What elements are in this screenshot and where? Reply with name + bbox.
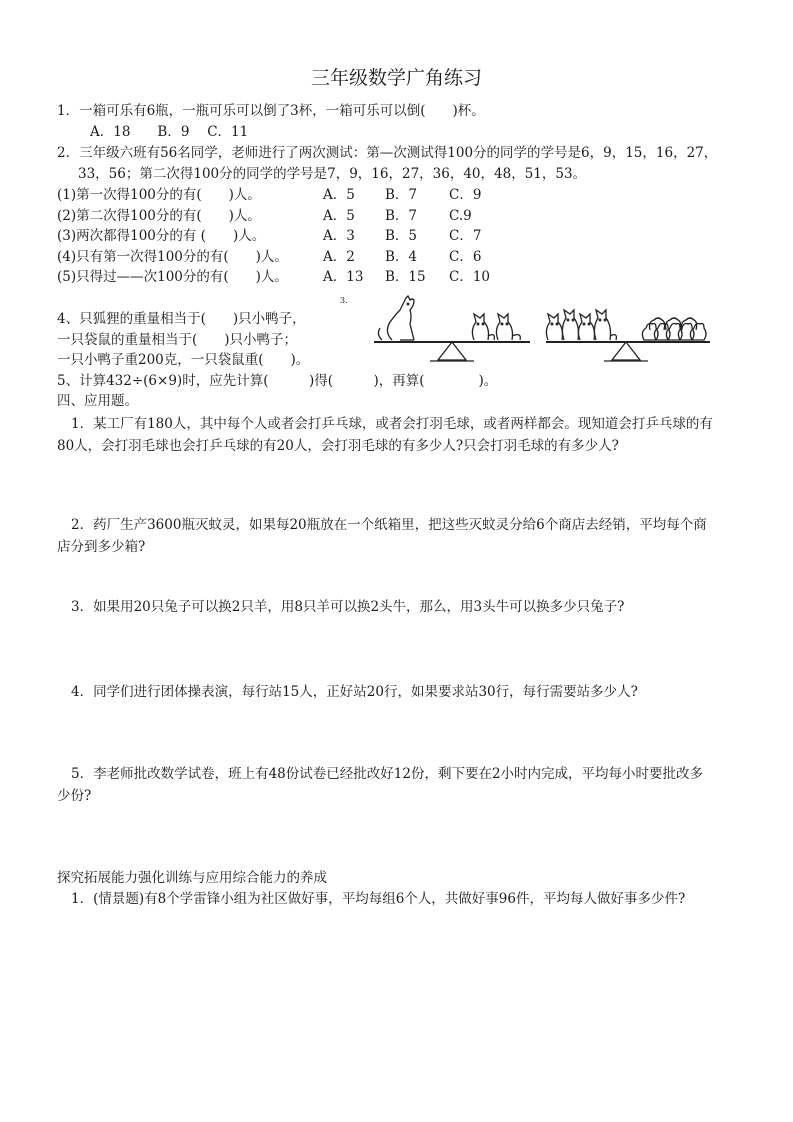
question-2-line2: 33，56；第二次得100分的同学的学号是7，9，16，27，36，40，48，51，53。 — [78, 166, 587, 182]
question-2-sub-3: (3)两次都得100分的有 ( )人。 — [57, 228, 266, 244]
balance-scales-illustration — [370, 292, 716, 368]
app-problem-4: 4．同学们进行团体操表演，每行站15人，正好站20行，如果要求站30行，每行需要站多少人? — [71, 684, 638, 700]
option-c: C．9 — [449, 187, 482, 203]
question-1: 1．一箱可乐有6瓶，一瓶可乐可以倒了3杯，一箱可乐可以倒( )杯。 — [57, 103, 485, 119]
kangaroo-icon — [378, 296, 414, 340]
section-4-heading: 四、应用题。 — [57, 393, 138, 409]
question-1-options: A．18 B．9 C．11 — [90, 124, 249, 140]
app-problem-5-line2: 少份? — [57, 788, 92, 804]
option-c: C.9 — [449, 208, 472, 224]
fox-icon — [562, 310, 578, 340]
option-c: C．6 — [449, 249, 482, 265]
extension-problem-1: 1．(情景题)有8个学雷锋小组为社区做好事，平均每组6个人，共做好事96件，平均每人做好事多少件? — [71, 891, 686, 907]
fox-icon — [594, 310, 616, 340]
option-b: B．7 — [385, 208, 418, 224]
option-c: C．7 — [449, 228, 482, 244]
question-2-sub-2: (2)第二次得100分的有( )人。 — [57, 208, 261, 224]
option-b: B．7 — [385, 187, 418, 203]
fox-icon — [472, 314, 494, 340]
question-4-line1: 4、只狐狸的重量相当于( )只小鸭子， — [57, 311, 306, 327]
app-problem-2-line1: 2．药厂生产3600瓶灭蚊灵，如果每20瓶放在一个纸箱里，把这些灭蚊灵分给6个商店去经销，平均每个商 — [71, 517, 707, 533]
page-title: 三年级数学广角练习 — [310, 67, 482, 89]
question-2-sub-4: (4)只有第一次得100分的有( )人。 — [57, 249, 288, 265]
fox-icon — [578, 314, 594, 340]
option-a: A．5 — [323, 187, 355, 203]
figure-label: 3. — [340, 296, 348, 305]
app-problem-3: 3．如果用20只兔子可以换2只羊，用8只羊可以换2头牛，那么，用3头牛可以换多少只兔子? — [71, 599, 625, 615]
question-4-line3: 一只小鸭子重200克，一只袋鼠重( )。 — [57, 352, 310, 368]
option-b: B．5 — [385, 228, 418, 244]
question-2-sub-1: (1)第一次得100分的有( )人。 — [57, 187, 261, 203]
question-4-line2: 一只袋鼠的重量相当于( )只小鸭子； — [57, 332, 298, 348]
option-b: B．15 — [385, 269, 426, 285]
option-c: C．10 — [449, 269, 491, 285]
option-a: A．13 — [323, 269, 364, 285]
option-b: B．4 — [385, 249, 418, 265]
app-problem-1-line1: 1．某工厂有180人，其中每个人或者会打乒乓球，或者会打羽毛球，或者两样都会。现知道会打乒乓球的有 — [71, 416, 713, 432]
option-a: A．2 — [323, 249, 355, 265]
fox-icon — [546, 314, 562, 340]
duckling-icon — [642, 324, 658, 341]
question-2-sub-5: (5)只得过——次100分的有( )人。 — [57, 269, 288, 285]
question-2-line1: 2．三年级六班有56名同学，老师进行了两次测试：第—次测试得100分的同学的学号是6，9，15，16，27， — [57, 145, 718, 161]
option-a: A．3 — [323, 228, 355, 244]
question-5: 5、计算432÷(6×9)时，应先计算( )得( )，再算( )。 — [57, 373, 498, 389]
extension-heading: 探究拓展能力强化训练与应用综合能力的养成 — [57, 870, 327, 886]
option-a: A．5 — [323, 208, 355, 224]
app-problem-5-line1: 5．李老师批改数学试卷，班上有48份试卷已经批改好12份，剩下要在2小时内完成，平均每小时要批改多 — [71, 766, 704, 782]
fox-icon — [496, 314, 520, 340]
app-problem-1-line2: 80人，会打羽毛球也会打乒乓球的有20人，会打羽毛球的有多少人?只会打羽毛球的有多少人? — [57, 438, 619, 454]
app-problem-2-line2: 店分到多少箱? — [57, 539, 146, 555]
